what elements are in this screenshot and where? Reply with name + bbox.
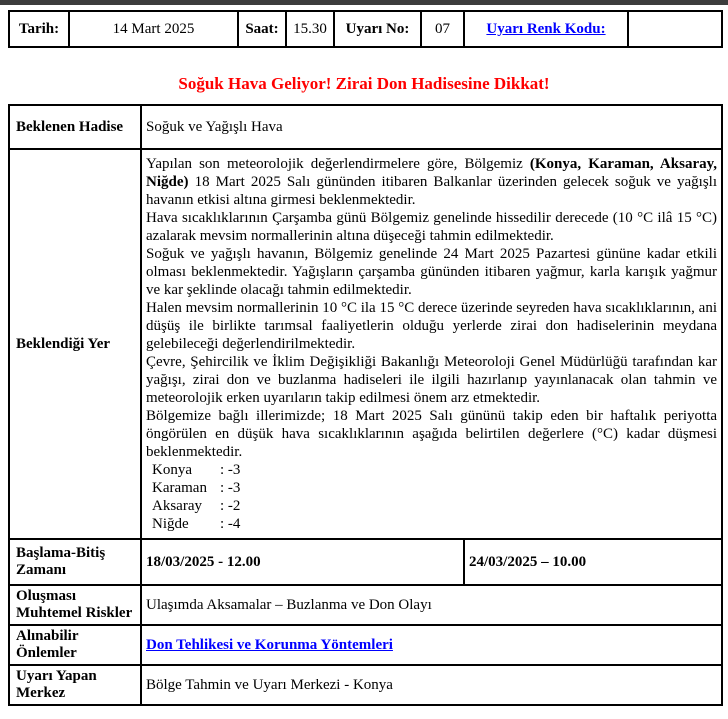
area-paragraph-3: Soğuk ve yağışlı havanın, Bölgemiz genelinde 24 Mart 2025 Pazartesi gününe kadar etkili olması beklenmektedir. Yağışların çarşamba gününden itibaren yağmur, karla karışık yağmur ve kar şeklinde olacağı tahmin edilmektedir. — [146, 246, 718, 298]
temp-city-name: Niğde — [152, 516, 189, 532]
color-code-cell — [464, 11, 628, 47]
end-datetime: 24/03/2025 – 10.00 — [464, 539, 722, 585]
expected-area-label: Beklendiği Yer — [9, 149, 141, 539]
paragraph-1-pre: Yapılan son meteorolojik değerlendirmelere göre, Bölgemiz — [146, 156, 530, 172]
min-temperature-list — [152, 461, 717, 533]
expected-event-row — [9, 105, 722, 149]
expected-event-value: Soğuk ve Yağışlı Hava — [141, 105, 722, 149]
expected-area-content — [141, 149, 722, 539]
date-label: Tarih: — [9, 11, 69, 47]
possible-risks-row — [9, 585, 722, 625]
date-value: 14 Mart 2025 — [69, 11, 238, 47]
temp-value: : -3 — [220, 462, 241, 478]
possible-risks-label: Oluşması Muhtemel Riskler — [9, 585, 141, 625]
precautions-label: Alınabilir Önlemler — [9, 625, 141, 665]
temp-value: : -4 — [220, 516, 241, 532]
temp-value: : -2 — [220, 498, 241, 514]
possible-risks-value: Ulaşımda Aksamalar – Buzlanma ve Don Olayı — [141, 585, 722, 625]
temp-row-konya — [152, 461, 717, 479]
start-end-label: Başlama-Bitiş Zamanı — [9, 539, 141, 585]
temp-city-name: Konya — [152, 462, 192, 478]
area-paragraph-2: Hava sıcaklıklarının Çarşamba günü Bölgemiz genelinde hissedilir derecede (10 °C ilâ 15 °C) azalarak mevsim normallerinin altına düşeceği tahmin edilmektedir. — [146, 210, 718, 244]
temp-city-name: Aksaray — [152, 498, 202, 514]
window-top-bar — [0, 0, 728, 5]
precautions-value-cell — [141, 625, 722, 665]
area-paragraph-6: Bölgemize bağlı illerimizde; 18 Mart 2025 Salı gününü takip eden bir haftalık periyotta öngörülen en düşük hava sıcaklıklarının aşağıda belirtilen değerlere (°C) kadar düşmesi beklenmektedir. — [146, 408, 718, 460]
paragraph-1-post: 18 Mart 2025 Salı gününden itibaren Balkanlar üzerinden gelecek soğuk ve yağışlı havanın etkisi altına girmesi beklenmektedir. — [146, 174, 718, 208]
issuing-center-label: Uyarı Yapan Merkez — [9, 665, 141, 705]
start-end-row — [9, 539, 722, 585]
issuing-center-value: Bölge Tahmin ve Uyarı Merkezi - Konya — [141, 665, 722, 705]
expected-area-row — [9, 149, 722, 539]
expected-event-label: Beklenen Hadise — [9, 105, 141, 149]
warning-info-row — [9, 11, 722, 47]
warning-no-value: 07 — [421, 11, 464, 47]
temp-row-nigde — [152, 515, 717, 533]
start-datetime: 18/03/2025 - 12.00 — [141, 539, 464, 585]
warning-detail-table — [8, 104, 723, 706]
temp-value: : -3 — [220, 480, 241, 496]
time-value: 15.30 — [286, 11, 334, 47]
page-title: Soğuk Hava Geliyor! Zirai Don Hadisesine Dikkat! — [178, 74, 550, 93]
color-code-value-cell — [628, 11, 722, 47]
warning-no-label: Uyarı No: — [334, 11, 421, 47]
color-code-link[interactable]: Uyarı Renk Kodu: — [486, 20, 606, 37]
area-paragraph-1 — [146, 155, 717, 209]
temp-row-aksaray — [152, 497, 717, 515]
paragraph-1-provinces: (Konya, Karaman, Aksaray, Niğde) — [146, 156, 718, 190]
temp-row-karaman — [152, 479, 717, 497]
temp-city-name: Karaman — [152, 480, 207, 496]
area-paragraph-4: Halen mevsim normallerinin 10 °C ila 15 °C derece üzerinde seyreden hava sıcaklıklarının, ani düşüş ile birlikte tarımsal faaliyetlerin olduğu yerlerde zirai don hadiselerinin meydana gelebileceği değerlendirilmektedir. — [146, 300, 718, 352]
warning-info-table — [8, 10, 723, 48]
area-paragraph-5: Çevre, Şehircilik ve İklim Değişikliği Bakanlığı Meteoroloji Genel Müdürlüğü tarafından kar yağışı, zirai don ve buzlanma hadiseleri ile ilgili hazırlanıp yayınlanacak olan tahmin ve meteorolojik erken uyarıların takip edilmesi önem arz etmektedir. — [146, 354, 718, 406]
issuing-center-row — [9, 665, 722, 705]
precautions-link[interactable]: Don Tehlikesi ve Korunma Yöntemleri — [146, 636, 393, 653]
time-label: Saat: — [238, 11, 286, 47]
precautions-row — [9, 625, 722, 665]
